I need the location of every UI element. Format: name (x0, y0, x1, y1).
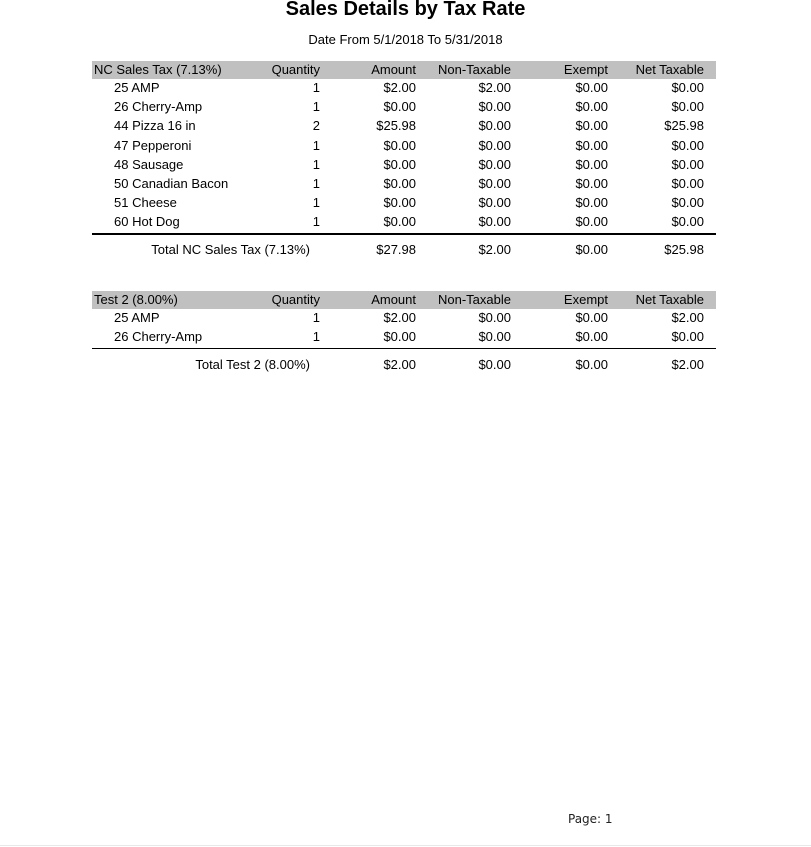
section-total-row (92, 356, 716, 375)
total-non-taxable: $0.00 (478, 357, 511, 372)
item-name: 44 Pizza 16 in (114, 118, 196, 134)
column-header-quantity: Quantity (271, 62, 320, 77)
item-name: 60 Hot Dog (114, 214, 180, 230)
item-amount: $2.00 (383, 80, 416, 95)
item-net-taxable: $0.00 (671, 195, 704, 211)
item-non-taxable: $0.00 (478, 118, 511, 134)
item-non-taxable: $0.00 (478, 156, 511, 172)
total-label: Total NC Sales Tax (7.13%) (151, 242, 310, 257)
table-row (92, 175, 716, 194)
table-row (92, 309, 716, 328)
item-net-taxable: $0.00 (671, 99, 704, 115)
item-amount: $0.00 (383, 156, 416, 172)
total-amount: $27.98 (376, 242, 416, 257)
item-non-taxable: $0.00 (478, 176, 511, 191)
item-net-taxable: $0.00 (671, 329, 704, 345)
item-amount: $0.00 (383, 99, 416, 115)
column-header-quantity: Quantity (271, 292, 320, 307)
item-exempt: $0.00 (575, 195, 608, 211)
column-header-exempt: Exempt (563, 292, 608, 307)
item-name: 26 Cherry-Amp (114, 99, 203, 115)
item-exempt: $0.00 (575, 99, 608, 115)
item-quantity: 1 (312, 137, 320, 153)
table-row (92, 117, 716, 136)
item-quantity: 1 (312, 80, 320, 95)
item-name: 48 Sausage (114, 156, 184, 172)
page-bottom-border (0, 845, 811, 846)
section-title: Test 2 (8.00%) (94, 292, 178, 307)
item-non-taxable: $0.00 (478, 195, 511, 211)
section-header (92, 61, 716, 79)
item-amount: $0.00 (383, 137, 416, 153)
item-exempt: $0.00 (575, 176, 608, 191)
item-amount: $2.00 (383, 310, 416, 325)
item-exempt: $0.00 (575, 214, 608, 230)
total-amount: $2.00 (383, 357, 416, 372)
table-row (92, 156, 716, 175)
item-exempt: $0.00 (575, 329, 608, 345)
item-quantity: 2 (312, 118, 320, 134)
report-title: Sales Details by Tax Rate (285, 0, 526, 20)
table-row (92, 79, 716, 98)
item-quantity: 1 (312, 329, 320, 345)
item-amount: $0.00 (383, 329, 416, 345)
column-header-net-taxable: Net Taxable (635, 62, 704, 77)
item-net-taxable: $0.00 (671, 80, 704, 95)
item-quantity: 1 (312, 99, 320, 115)
column-header-net-taxable: Net Taxable (635, 292, 704, 307)
item-amount: $0.00 (383, 195, 416, 211)
item-amount: $0.00 (383, 214, 416, 230)
table-row (92, 137, 716, 156)
section-divider (92, 348, 716, 349)
table-row (92, 328, 716, 347)
column-header-non-taxable: Non-Taxable (438, 292, 511, 307)
total-net-taxable: $2.00 (671, 357, 704, 372)
item-net-taxable: $0.00 (671, 137, 704, 153)
item-quantity: 1 (312, 214, 320, 230)
column-header-non-taxable: Non-Taxable (438, 62, 511, 77)
item-net-taxable: $25.98 (664, 118, 704, 134)
item-quantity: 1 (312, 176, 320, 191)
item-name: 51 Cheese (114, 195, 177, 211)
table-row (92, 213, 716, 232)
item-name: 25 AMP (114, 310, 160, 325)
item-quantity: 1 (312, 156, 320, 172)
item-name: 25 AMP (114, 80, 160, 95)
item-non-taxable: $0.00 (478, 137, 511, 153)
item-exempt: $0.00 (575, 118, 608, 134)
item-net-taxable: $0.00 (671, 176, 704, 191)
total-exempt: $0.00 (575, 242, 608, 257)
item-exempt: $0.00 (575, 156, 608, 172)
item-non-taxable: $0.00 (478, 99, 511, 115)
item-name: 50 Canadian Bacon (114, 176, 229, 191)
total-non-taxable: $2.00 (478, 242, 511, 257)
section-divider (92, 233, 716, 235)
item-non-taxable: $0.00 (478, 310, 511, 325)
column-header-exempt: Exempt (563, 62, 608, 77)
total-net-taxable: $25.98 (664, 242, 704, 257)
item-name: 47 Pepperoni (114, 137, 192, 153)
section-header (92, 291, 716, 309)
item-net-taxable: $0.00 (671, 156, 704, 172)
column-header-amount: Amount (371, 62, 416, 77)
total-label: Total Test 2 (8.00%) (195, 357, 310, 372)
item-non-taxable: $2.00 (478, 80, 511, 95)
item-non-taxable: $0.00 (478, 329, 511, 345)
table-row (92, 194, 716, 213)
item-amount: $0.00 (383, 176, 416, 191)
item-quantity: 1 (312, 310, 320, 325)
table-row (92, 98, 716, 117)
report-date-range: Date From 5/1/2018 To 5/31/2018 (308, 32, 503, 47)
column-header-amount: Amount (371, 292, 416, 307)
item-exempt: $0.00 (575, 310, 608, 325)
item-amount: $25.98 (376, 118, 416, 134)
section-title: NC Sales Tax (7.13%) (94, 62, 222, 77)
total-exempt: $0.00 (575, 357, 608, 372)
item-non-taxable: $0.00 (478, 214, 511, 230)
page-number: Page: 1 (568, 812, 613, 826)
item-exempt: $0.00 (575, 137, 608, 153)
section-total-row (92, 241, 716, 260)
item-net-taxable: $0.00 (671, 214, 704, 230)
item-quantity: 1 (312, 195, 320, 211)
item-name: 26 Cherry-Amp (114, 329, 203, 345)
item-net-taxable: $2.00 (671, 310, 704, 325)
item-exempt: $0.00 (575, 80, 608, 95)
